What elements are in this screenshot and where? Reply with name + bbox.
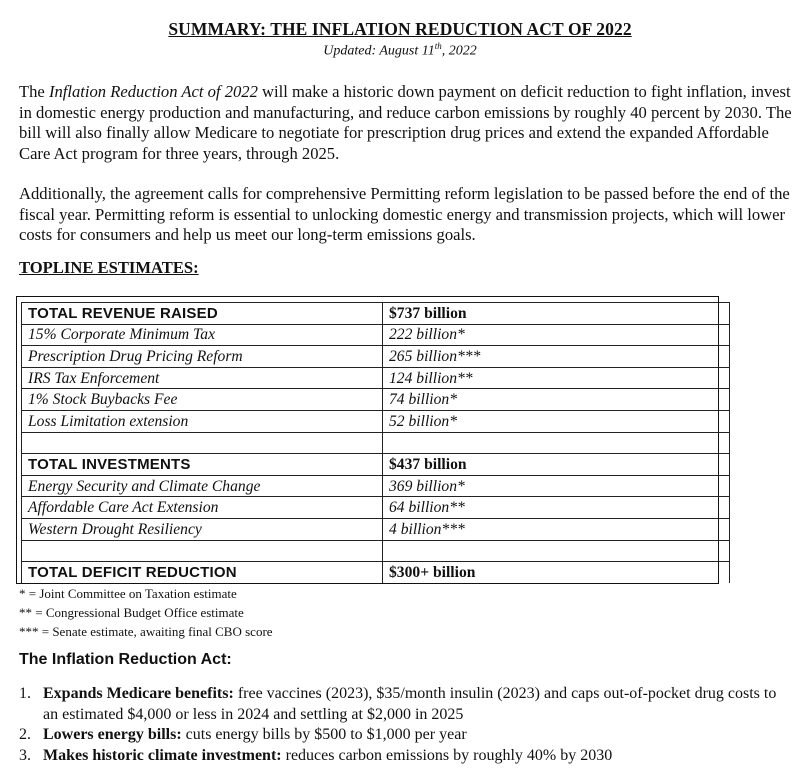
row-value: 265 billion*** — [383, 346, 730, 368]
list-item-text: free vaccines (2023), $35/month insulin (2023) and caps out-of-pocket drug costs to an estimated $4,000 or less in 2024 and settling at $2,000 in 2025 — [43, 685, 777, 723]
list-item-lead: Expands Medicare benefits: — [43, 685, 234, 702]
row-label: Prescription Drug Pricing Reform — [22, 346, 383, 368]
updated-date-prefix: Updated: August 11 — [323, 43, 435, 59]
footnote-jct: * = Joint Committee on Taxation estimate — [19, 586, 237, 601]
table-row — [22, 475, 730, 497]
row-value: 74 billion* — [383, 389, 730, 411]
list-number: 2. — [19, 726, 31, 744]
table-row — [22, 454, 730, 476]
row-value: 64 billion** — [383, 497, 730, 519]
permitting-paragraph: Additionally, the agreement calls for comprehensive Permitting reform legislation to be passed before the end of the fiscal year. Permitting reform is essential to unlocking domestic energy and transmission projects, which will lower costs for consumers and help us meet our long-term emissions goals. — [19, 184, 790, 245]
table-row-deficit-reduction — [22, 562, 730, 583]
estimates-table — [21, 302, 730, 583]
intro-lead: The — [19, 82, 49, 101]
row-label: Western Drought Resiliency — [22, 518, 383, 540]
updated-date-suffix: , 2022 — [441, 43, 477, 59]
row-label: IRS Tax Enforcement — [22, 367, 383, 389]
row-value — [383, 540, 730, 562]
row-label: 15% Corporate Minimum Tax — [22, 324, 383, 346]
row-label: TOTAL REVENUE RAISED — [22, 303, 383, 325]
row-label — [22, 540, 383, 562]
list-item-text: cuts energy bills by $500 to $1,000 per year — [181, 726, 467, 744]
topline-heading: TOPLINE ESTIMATES: — [19, 258, 199, 277]
row-label: Loss Limitation extension — [22, 410, 383, 432]
row-value: 52 billion* — [383, 410, 730, 432]
footnotes — [19, 584, 273, 641]
list-item — [19, 746, 789, 767]
row-label — [22, 432, 383, 454]
list-item — [19, 725, 789, 746]
row-value: $737 billion — [383, 303, 730, 325]
list-item — [19, 684, 789, 725]
table-row — [22, 324, 730, 346]
row-label: Affordable Care Act Extension — [22, 497, 383, 519]
row-label: TOTAL DEFICIT REDUCTION — [22, 562, 383, 583]
row-value: 222 billion* — [383, 324, 730, 346]
table-row — [22, 389, 730, 411]
footnote-senate: *** = Senate estimate, awaiting final CBO score — [19, 624, 273, 639]
table-row-blank — [22, 540, 730, 562]
ira-heading: The Inflation Reduction Act: — [19, 651, 232, 668]
row-label: TOTAL INVESTMENTS — [22, 454, 383, 476]
ira-list — [19, 684, 789, 766]
updated-date — [0, 41, 800, 60]
table-row — [22, 346, 730, 368]
list-item-lead: Makes historic climate investment: — [43, 746, 282, 764]
row-value: 369 billion* — [383, 475, 730, 497]
row-value: 124 billion** — [383, 367, 730, 389]
row-value — [383, 432, 730, 454]
document-title: SUMMARY: THE INFLATION REDUCTION ACT OF 2022 — [168, 19, 632, 39]
row-value: $300+ billion — [383, 562, 730, 583]
list-number: 1. — [19, 685, 31, 702]
list-item-lead: Lowers energy bills: — [43, 726, 182, 744]
table-row — [22, 497, 730, 519]
row-value: $437 billion — [383, 454, 730, 476]
row-value: 4 billion*** — [383, 518, 730, 540]
list-number: 3. — [19, 746, 31, 764]
updated-date-ordinal: th — [434, 41, 442, 51]
table-row-blank — [22, 432, 730, 454]
list-item-text: reduces carbon emissions by roughly 40% by 2030 — [281, 746, 613, 764]
table-row — [22, 518, 730, 540]
row-label: 1% Stock Buybacks Fee — [22, 389, 383, 411]
intro-paragraph — [19, 82, 794, 164]
intro-body: will make a historic down payment on deficit reduction to fight inflation, invest in domestic energy production and manufacturing, and reduce carbon emissions by roughly 40 percent by 2030. The bill will also finally allow Medicare to negotiate for prescription drug prices and extend the expanded Affordable Care Act program for three years, through 2025. — [19, 82, 792, 163]
footnote-cbo: ** = Congressional Budget Office estimate — [19, 605, 244, 620]
table-row — [22, 410, 730, 432]
row-label: Energy Security and Climate Change — [22, 475, 383, 497]
table-row — [22, 367, 730, 389]
table-row — [22, 303, 730, 325]
act-name: Inflation Reduction Act of 2022 — [48, 82, 258, 101]
